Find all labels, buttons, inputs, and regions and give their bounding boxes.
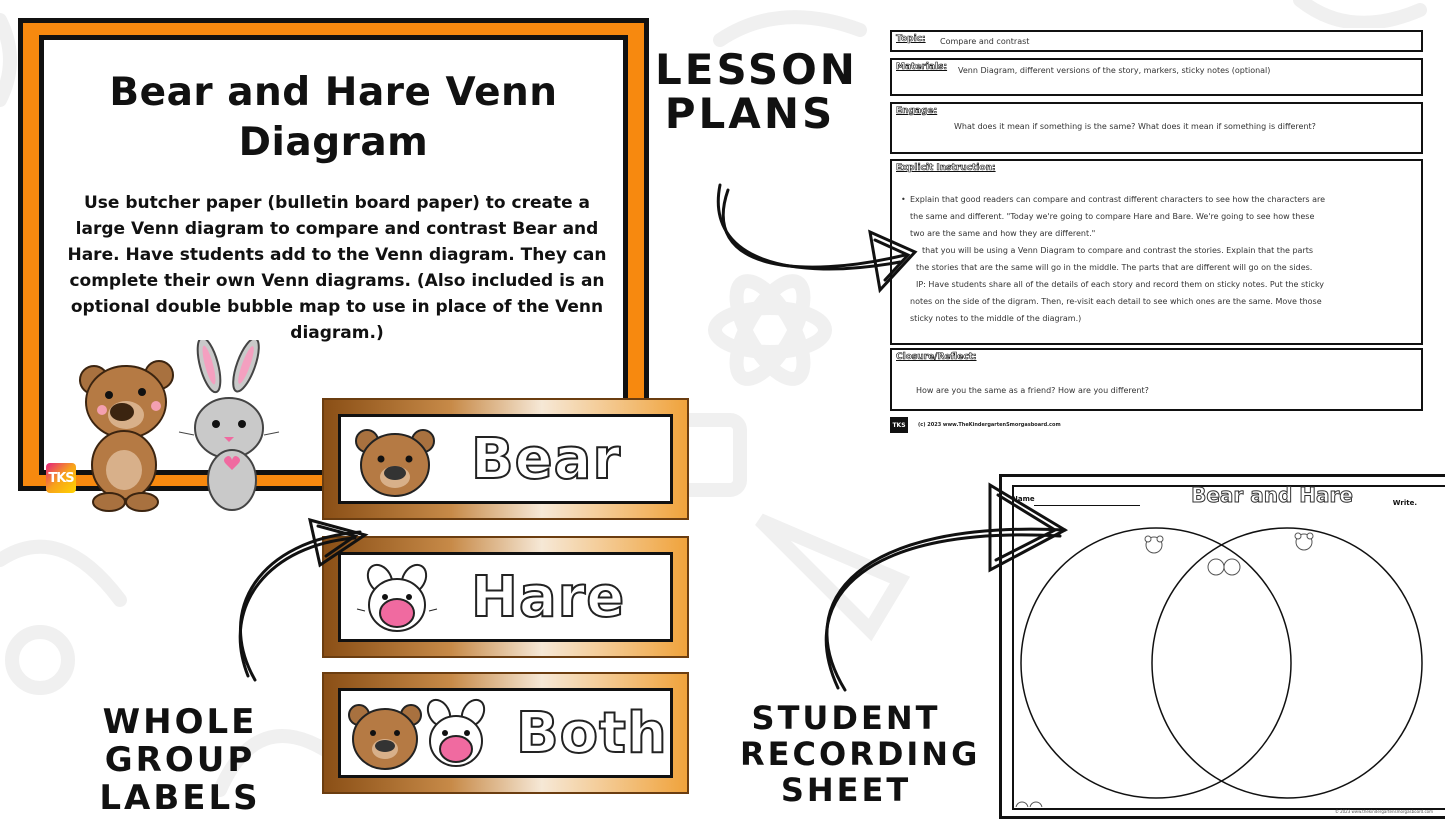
- bear-and-bunny-icon: [347, 697, 497, 773]
- topic-box: [890, 30, 1423, 52]
- instruction-line: IP: Have students share all of the details of each story and record them on sticky notes. Put the sticky: [916, 280, 1325, 289]
- card-title: Bear and Hare Venn Diagram: [109, 70, 558, 165]
- caption-line: RECORDING: [740, 735, 981, 773]
- instruction-line: that you will be using a Venn Diagram to compare and contrast the stories. Explain that the parts: [922, 246, 1314, 255]
- label-inner: [338, 688, 673, 778]
- student-recording-sheet-caption: [740, 699, 981, 809]
- caption-line: STUDENT: [751, 699, 941, 737]
- name-label: Name: [1012, 495, 1035, 503]
- sheet-title: Bear and Hare: [1191, 483, 1353, 507]
- instruction-tag: Explicit Instruction:: [896, 163, 996, 173]
- engage-tag: Engage:: [896, 106, 938, 116]
- venn-diagram: [1002, 477, 1438, 807]
- caption-line: WHOLE GROUP: [102, 702, 258, 780]
- engage-text: What does it mean if something is the same? What does it mean if something is different?: [954, 122, 1316, 131]
- lesson-plan-footer: (c) 2023 www.TheKindergartenSmorgasboard.com: [918, 422, 1061, 428]
- engage-box: [890, 102, 1423, 154]
- label-word: Bear: [471, 427, 622, 492]
- instruction-line: the stories that are the same will go in the middle. The parts that are different will go on the sides.: [916, 263, 1313, 272]
- lesson-plan-document: [888, 28, 1428, 434]
- instruction-line: sticky notes to the middle of the diagram.): [910, 314, 1082, 323]
- instruction-line: the same and different. "Today we're going to compare Hare and Bare. We're going to see how these: [910, 212, 1315, 221]
- closure-text: How are you the same as a friend? How are you different?: [916, 386, 1149, 395]
- write-label: Write.: [1392, 499, 1417, 507]
- bunny-face-icon: [355, 561, 439, 637]
- tks-logo: TKS: [46, 463, 76, 493]
- closure-tag: Closure/Reflect:: [896, 352, 977, 362]
- caption-line: PLANS: [664, 89, 836, 138]
- card-description: Use butcher paper (bulletin board paper) to create a large Venn diagram to compare and contrast Bear and Hare. Have students add to the Venn diagram. They can complete their own Venn diagrams. (Also included is an optional double bubble map to use in place of the Venn diagram.): [67, 193, 607, 343]
- sheet-copyright: © 2023 www.thekindergartensmorgasboard.com: [1334, 809, 1433, 814]
- caption-line: LABELS: [99, 778, 261, 818]
- name-line: [1034, 505, 1140, 506]
- caption-line: SHEET: [780, 771, 912, 809]
- closure-box: [890, 348, 1423, 411]
- materials-tag: Materials:: [896, 62, 948, 72]
- instruction-list: [900, 191, 1355, 327]
- caption-line: LESSON: [655, 45, 858, 94]
- whole-group-labels-caption: [40, 703, 320, 817]
- instruction-line: • Explain that good readers can compare and contrast different characters to see how the characters are: [910, 191, 1355, 208]
- bear-and-hare-illustration: [64, 340, 284, 515]
- label-card-hare: [322, 536, 689, 658]
- topic-tag: Topic:: [896, 34, 926, 44]
- bear-face-icon: [353, 423, 437, 499]
- recording-sheet: [999, 474, 1445, 819]
- label-inner: [338, 552, 673, 642]
- label-word: Both: [516, 701, 668, 766]
- materials-box: [890, 58, 1423, 96]
- label-word: Hare: [471, 565, 626, 630]
- tks-footer-logo: TKS: [890, 417, 908, 433]
- instruction-box: [890, 159, 1423, 345]
- label-card-both: [322, 672, 689, 794]
- label-card-bear: [322, 398, 689, 520]
- label-inner: [338, 414, 673, 504]
- lesson-plans-caption: [655, 45, 858, 138]
- instruction-line: notes on the side of the digram. Then, re-visit each detail to see which ones are the same. Move those: [910, 297, 1322, 306]
- topic-text: Compare and contrast: [940, 37, 1030, 46]
- instruction-line: two are the same and how they are different.": [910, 229, 1096, 238]
- materials-text: Venn Diagram, different versions of the story, markers, sticky notes (optional): [958, 66, 1271, 75]
